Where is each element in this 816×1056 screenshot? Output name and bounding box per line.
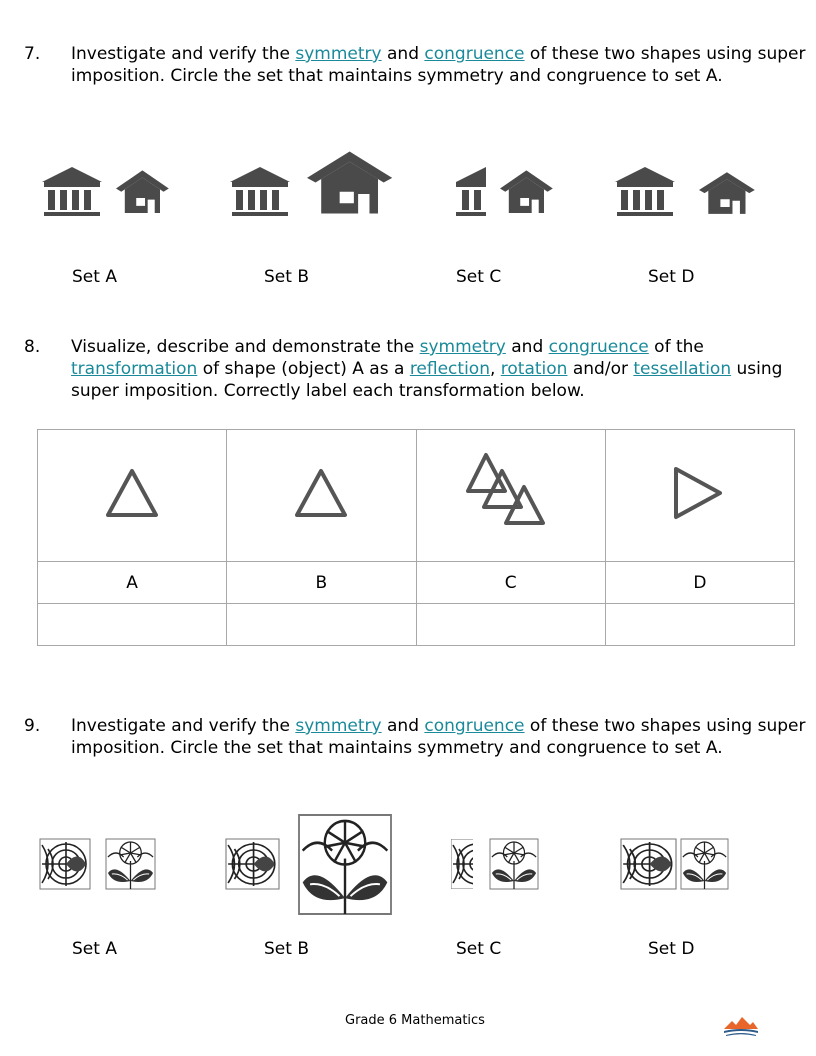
set-b-label: Set B [264,267,309,287]
question-number: 7. [24,44,41,64]
link-transformation[interactable]: transformation [71,359,198,379]
set-a-label: Set A [72,267,117,287]
link-tessellation[interactable]: tessellation [633,359,732,379]
set-b-label: Set B [264,939,309,959]
question-number: 8. [24,337,41,357]
link-reflection[interactable]: reflection [409,359,490,379]
set-d-label: Set D [648,939,695,959]
link-symmetry[interactable]: symmetry [295,716,382,736]
link-congruence[interactable]: congruence [424,716,525,736]
column-label-d: D [605,562,794,604]
set-a-label: Set A [72,939,117,959]
column-label-b: B [227,562,416,604]
flower-tile-icon [299,815,391,914]
flower-tile-icon [226,839,279,889]
footer-text: Grade 6 Mathematics [345,1013,485,1028]
flower-tile-icon [681,839,728,889]
question-text: Investigate and verify the symmetry and congruence of these two shapes using super imposition. Circle the set that maintains symmetry and congruence to set A. [71,44,806,86]
link-symmetry[interactable]: symmetry [419,337,506,357]
flower-tile-icon [621,839,676,889]
set-c-label: Set C [456,939,502,959]
link-congruence[interactable]: congruence [424,44,525,64]
set-d-label: Set D [648,267,695,287]
link-symmetry[interactable]: symmetry [295,44,382,64]
mountain-logo-icon [724,1015,758,1037]
question-text: Investigate and verify the symmetry and congruence of these two shapes using super imposition. Circle the set that maintains symmetry and congruence to set A. [71,716,806,758]
set-c-label: Set C [456,267,502,287]
link-rotation[interactable]: rotation [500,359,568,379]
link-congruence[interactable]: congruence [548,337,649,357]
flower-tile-icon [40,839,90,889]
question-text: Visualize, describe and demonstrate the symmetry and congruence of the transformation of shape (object) A as a reflection, rotation and/or tessellation using super imposition. Correctly label each transformation below. [71,337,783,401]
column-label-a: A [38,562,227,604]
column-label-c: C [416,562,605,604]
question-number: 9. [24,716,41,736]
flower-tile-icon [106,839,155,889]
flower-tile-icon [490,839,538,889]
